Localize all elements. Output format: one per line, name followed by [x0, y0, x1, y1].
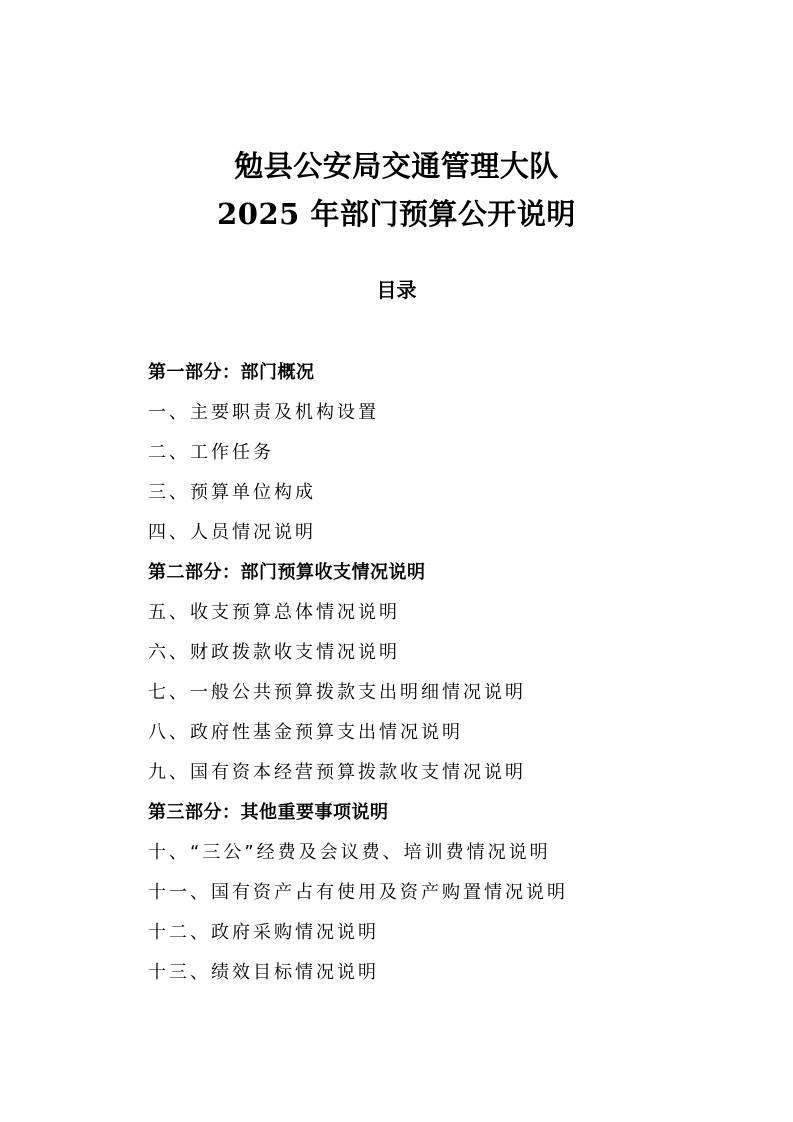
- toc-item: 一、主要职责及机构设置: [148, 402, 379, 423]
- toc-item: 十、“三公”经费及会议费、培训费情况说明: [148, 842, 551, 863]
- toc-item: 十二、政府采购情况说明: [148, 922, 379, 943]
- document-title: [0, 142, 793, 238]
- toc-part-3: 第三部分：其他重要事项说明: [148, 802, 389, 823]
- toc-item: 三、预算单位构成: [148, 482, 316, 503]
- toc-item: 五、收支预算总体情况说明: [148, 602, 400, 623]
- toc-heading: 目录: [376, 278, 417, 302]
- toc-item: 七、一般公共预算拨款支出明细情况说明: [148, 682, 526, 703]
- toc-item: 九、国有资本经营预算拨款收支情况说明: [148, 762, 526, 783]
- toc-item: 六、财政拨款收支情况说明: [148, 642, 400, 663]
- toc-part-1: 第一部分：部门概况: [148, 362, 315, 383]
- title-line-subject: 2025 年部门预算公开说明: [217, 197, 576, 231]
- toc-item: 十三、绩效目标情况说明: [148, 962, 379, 983]
- toc-part-2: 第二部分：部门预算收支情况说明: [148, 562, 426, 583]
- toc-item: 四、人员情况说明: [148, 522, 316, 543]
- table-of-contents: [148, 353, 668, 993]
- toc-item: 二、工作任务: [148, 442, 274, 463]
- toc-item: 八、政府性基金预算支出情况说明: [148, 722, 463, 743]
- toc-item: 十一、国有资产占有使用及资产购置情况说明: [148, 882, 568, 903]
- title-line-department: 勉县公安局交通管理大队: [234, 149, 559, 183]
